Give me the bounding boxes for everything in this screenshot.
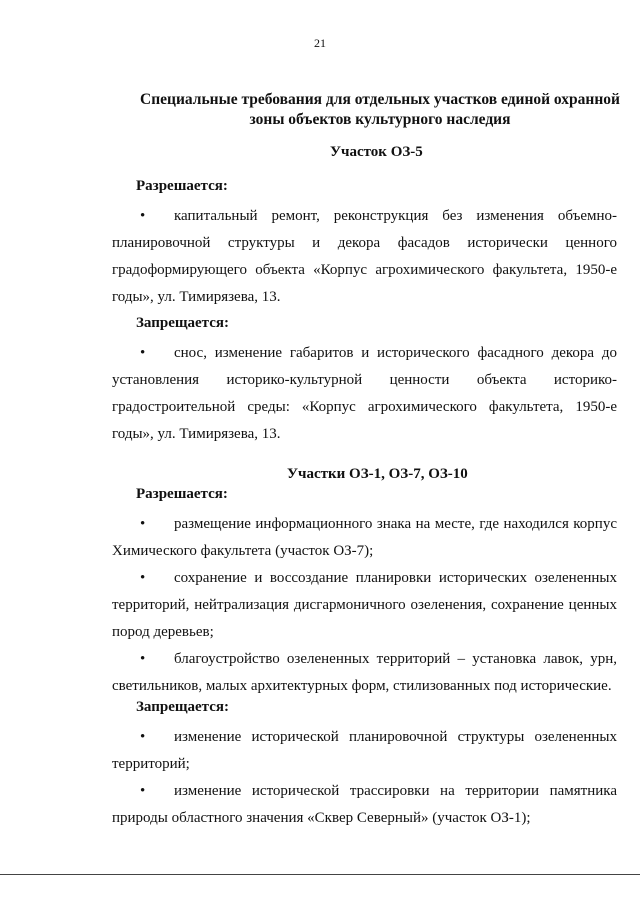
list-item-text: благоустройство озелененных территорий – установка лавок, урн, светильников, малых архитектурных форм, стилизованных под исторические.: [112, 651, 617, 694]
section1-allowed-item: [112, 203, 617, 311]
bullet-icon: •: [140, 208, 146, 224]
section1-forbidden-item: [112, 340, 617, 448]
section2-forbidden-label: Запрещается:: [136, 699, 230, 715]
heading-line-1: Специальные требования для отдельных участков единой охранной: [140, 91, 620, 108]
heading-line-2: зоны объектов культурного наследия: [249, 111, 511, 128]
section2-title: Участки ОЗ-1, ОЗ-7, ОЗ-10: [287, 466, 468, 482]
bullet-icon: •: [140, 651, 146, 667]
bullet-icon: •: [140, 729, 146, 745]
section1-forbidden-label: Запрещается:: [136, 315, 230, 331]
bullet-icon: •: [140, 783, 146, 799]
section2-allowed-item: [112, 646, 617, 700]
document-heading: [120, 90, 640, 130]
list-item-text: сохранение и воссоздание планировки исторических озелененных территорий, нейтрализация дисгармоничного озеленения, сохранение ценных пород деревьев;: [112, 570, 617, 640]
section1-title: Участок ОЗ-5: [330, 144, 423, 160]
list-item-text: изменение исторической планировочной структуры озелененных территорий;: [112, 729, 617, 772]
list-item-text: капитальный ремонт, реконструкция без изменения объемно-планировочной структуры и декора фасадов исторически ценного градоформирующего объекта «Корпус агрохимического факультета, 1950-е годы», ул. Тимирязева, 13.: [112, 208, 617, 305]
section2-allowed-item: [112, 511, 617, 565]
list-item-text: изменение исторической трассировки на территории памятника природы областного значения «Сквер Северный» (участок ОЗ-1);: [112, 783, 617, 826]
section1-allowed-label: Разрешается:: [136, 178, 228, 194]
page-bottom-rule: [0, 874, 640, 875]
section2-allowed-label: Разрешается:: [136, 486, 228, 502]
bullet-icon: •: [140, 516, 146, 532]
list-item-text: снос, изменение габаритов и исторического фасадного декора до установления историко-культурной ценности объекта историко-градостроительной среды: «Корпус агрохимического факультета, 1950-е годы», ул. Тимирязева, 13.: [112, 345, 617, 442]
list-item-text: размещение информационного знака на месте, где находился корпус Химического факультета (участок ОЗ-7);: [112, 516, 617, 559]
section2-forbidden-item: [112, 724, 617, 778]
page-number: 21: [314, 36, 326, 50]
bullet-icon: •: [140, 345, 146, 361]
section2-forbidden-item: [112, 778, 617, 832]
section2-allowed-item: [112, 565, 617, 646]
bullet-icon: •: [140, 570, 146, 586]
